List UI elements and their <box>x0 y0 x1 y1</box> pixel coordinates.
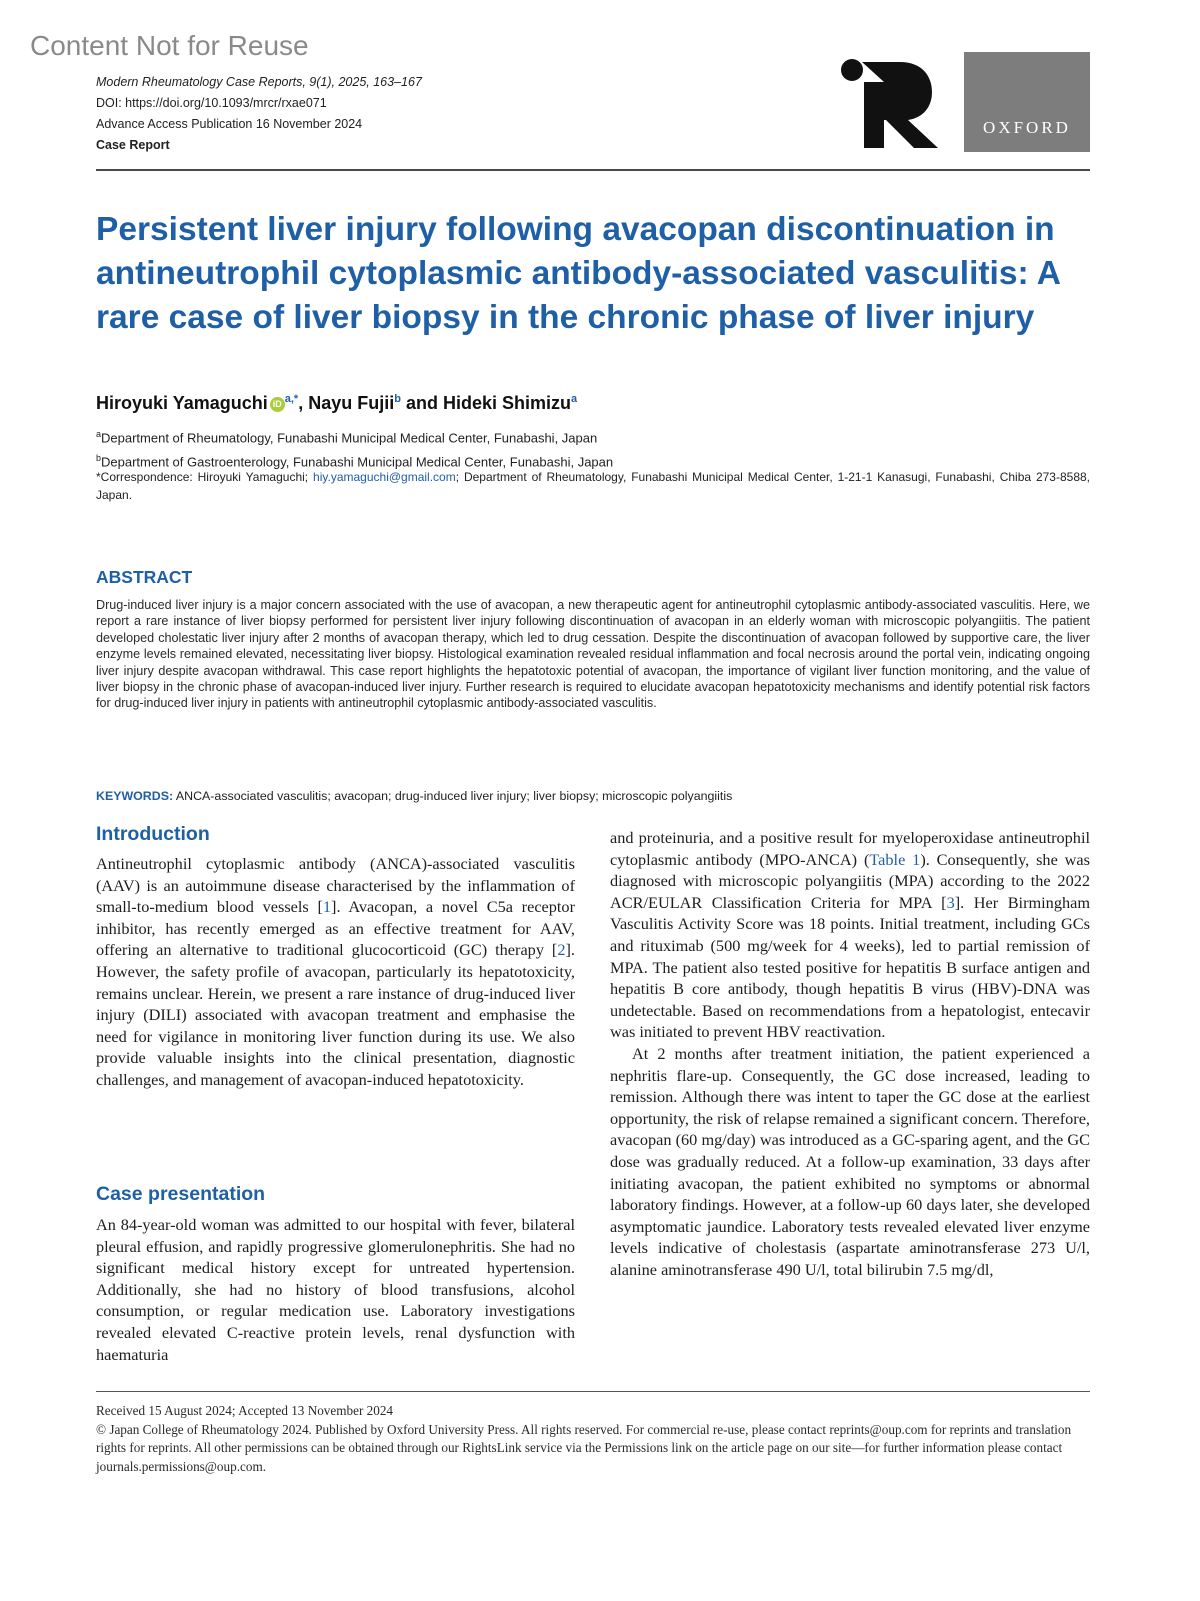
citation-link[interactable]: 2 <box>557 940 566 960</box>
correspondence <box>96 468 1090 504</box>
case-presentation-heading: Case presentation <box>96 1183 266 1205</box>
oxford-logo <box>964 52 1090 152</box>
case-continued <box>610 827 1090 1280</box>
journal-citation: Modern Rheumatology Case Reports, 9(1), 2025, 163–167 <box>96 75 422 89</box>
introduction-paragraph <box>96 853 575 1091</box>
affiliation-text: Department of Gastroenterology, Funabashi Municipal Medical Center, Funabashi, Japan <box>101 454 614 470</box>
watermark-text: Content Not for Reuse <box>30 30 309 61</box>
author-name[interactable]: Hiroyuki Yamaguchi <box>96 393 268 413</box>
abstract-heading: ABSTRACT <box>96 567 193 587</box>
correspondence-email-link[interactable]: hiy.yamaguchi@gmail.com <box>313 470 456 484</box>
footer-divider <box>96 1391 1090 1392</box>
author-separator: , <box>298 393 309 413</box>
article-title: Persistent liver injury following avacopan discontinuation in antineutrophil cytoplasmic antibody-associated vasculitis: A rare case of liver biopsy in the chronic phase of liver injury <box>96 211 1060 336</box>
journal-r-logo-icon <box>838 56 942 150</box>
case-paragraph: At 2 months after treatment initiation, the patient experienced a nephritis flare-up. Consequently, the GC dose increased, leading to remission. Although there was intent to taper the GC dose at the earliest opportunity, the risk of relapse remained a significant concern. Therefore, avacopan (60 mg/day) was introduced as a GC-sparing agent, and the GC dose was gradually reduced. At a follow-up examination, 33 days after initiating avacopan, the patient exhibited no symptoms or abnormal laboratory findings. However, at a follow-up 60 days later, she developed asymptomatic jaundice. Laboratory tests revealed elevated liver enzyme levels indicative of cholestasis (aspartate aminotransferase 273 U/l, alanine aminotransferase 490 U/l, total bilirubin 7.5 mg/dl, <box>610 1043 1090 1279</box>
affiliation-mark: b <box>96 453 102 464</box>
introduction-heading: Introduction <box>96 823 210 845</box>
author-affil-mark: b <box>394 393 401 405</box>
footer-notes <box>96 1402 1090 1476</box>
author-name[interactable]: Hideki Shimizu <box>442 393 572 413</box>
journal-meta <box>96 72 422 156</box>
case-paragraph: An 84-year-old woman was admitted to our hospital with fever, bilateral pleural effusion, and rapidly progressive glomerulonephritis. She had no significant medical history except for untreated hypertension. Additionally, she had no history of blood transfusions, alcohol consumption, or regular medication use. Laboratory investigations revealed elevated C-reactive protein levels, renal dysfunction with haematuria <box>96 1215 575 1364</box>
affiliation-text: Department of Rheumatology, Funabashi Municipal Medical Center, Funabashi, Japan <box>101 430 598 446</box>
body-text: ]. Her Birmingham Vasculitis Activity Score was 18 points. Initial treatment, including GCs and rituximab (500 mg/week for 4 weeks), led to partial remission of MPA. The patient also tested positive for hepatitis B surface antigen and hepatitis B core antibody, though hepatitis B virus (HBV)-DNA was undetectable. Based on recommendations from a hepatologist, entecavir was initiated to prevent HBV reactivation. <box>610 892 1090 1042</box>
body-text: ]. Avacopan, a novel C5a receptor inhibitor, has recently emerged as an effective treatment for AAV, offering an alternative to traditional glucocorticoid (GC) therapy [ <box>96 897 575 960</box>
article-type: Case Report <box>96 138 170 152</box>
author-affil-mark: a,* <box>284 393 299 405</box>
oxford-logo-text: OXFORD <box>983 118 1071 137</box>
keywords-list: ANCA-associated vasculitis; avacopan; drug-induced liver injury; liver biopsy; microscopic polyangiitis <box>175 789 733 803</box>
author-list <box>96 393 577 414</box>
author-separator: and <box>400 393 443 413</box>
correspondence-address: ; Department of Rheumatology, Funabashi Municipal Medical Center, 1-21-1 Kanasugi, Funabashi, Chiba 273-8588, Japan. <box>96 470 1091 502</box>
affiliation <box>96 424 613 448</box>
table-link[interactable]: Table 1 <box>869 849 921 869</box>
advance-access-date: Advance Access Publication 16 November 2024 <box>96 117 363 131</box>
received-dates: Received 15 August 2024; Accepted 13 November 2024 <box>96 1403 394 1418</box>
affiliation-mark: a <box>96 429 102 439</box>
abstract-text: Drug-induced liver injury is a major concern associated with the use of avacopan, a new therapeutic agent for antineutrophil cytoplasmic antibody-associated vasculitis. Here, we report a rare instance of liver biopsy performed for persistent liver injury following discontinuation of avacopan in an elderly woman with microscopic polyangiitis. The patient developed cholestatic liver injury after 2 months of avacopan therapy, which led to drug cessation. Despite the discontinuation of avacopan followed by supportive care, the liver enzyme levels remained elevated, necessitating liver biopsy. Histological examination revealed residual inflammation and focal necrosis around the portal vein, indicating ongoing liver injury despite avacopan withdrawal. This case report highlights the hepatotoxic potential of avacopan, the importance of vigilant liver function monitoring, and the value of liver biopsy in the chronic phase of avacopan-induced liver injury. Further research is required to elucidate avacopan hepatotoxicity mechanisms and identify potential risk factors for drug-induced liver injury in patients with antineutrophil cytoplasmic antibody-associated vasculitis. <box>96 598 1090 711</box>
case-paragraph <box>610 827 1090 1043</box>
author-name[interactable]: Nayu Fujii <box>308 393 395 413</box>
copyright-notice: © Japan College of Rheumatology 2024. Published by Oxford University Press. All rights reserved. For commercial re-use, please contact reprints@oup.com for reprints and translation rights for reprints. All other permissions can be obtained through our RightsLink service via the Permissions link on the article page on our site—for further information please contact journals.permissions@oup.com. <box>96 1421 1072 1474</box>
body-text: Antineutrophil cytoplasmic antibody (ANCA)-associated vasculitis (AAV) is an autoimmune disease characterised by the inflammation of small-to-medium blood vessels [ <box>96 854 575 917</box>
author-affil-mark: a <box>571 393 578 405</box>
citation-link[interactable]: 3 <box>946 892 955 912</box>
doi-link[interactable]: DOI: https://doi.org/10.1093/mrcr/rxae071 <box>96 96 327 110</box>
body-text: ). Consequently, she was diagnosed with microscopic polyangiitis (MPA) according to the 2022 ACR/EULAR Classification Criteria for MPA [ <box>610 849 1090 912</box>
orcid-icon[interactable]: iD <box>270 397 285 412</box>
header-divider <box>96 169 1090 171</box>
correspondence-prefix: *Correspondence: Hiroyuki Yamaguchi; <box>96 470 314 484</box>
keywords-label: KEYWORDS: <box>96 789 174 803</box>
affiliations <box>96 424 613 473</box>
body-text: and proteinuria, and a positive result for myeloperoxidase antineutrophil cytoplasmic antibody (MPO-ANCA) ( <box>610 828 1090 869</box>
citation-link[interactable]: 1 <box>322 897 332 917</box>
keywords <box>96 789 732 803</box>
body-text: ]. However, the safety profile of avacopan, particularly its hepatotoxicity, remains unclear. Herein, we present a rare instance of drug-induced liver injury (DILI) associated with avacopan treatment and emphasise the need for vigilance in monitoring liver function during its use. We also provide valuable insights into the clinical presentation, diagnostic challenges, and management of avacopan-induced hepatotoxicity. <box>96 940 575 1089</box>
